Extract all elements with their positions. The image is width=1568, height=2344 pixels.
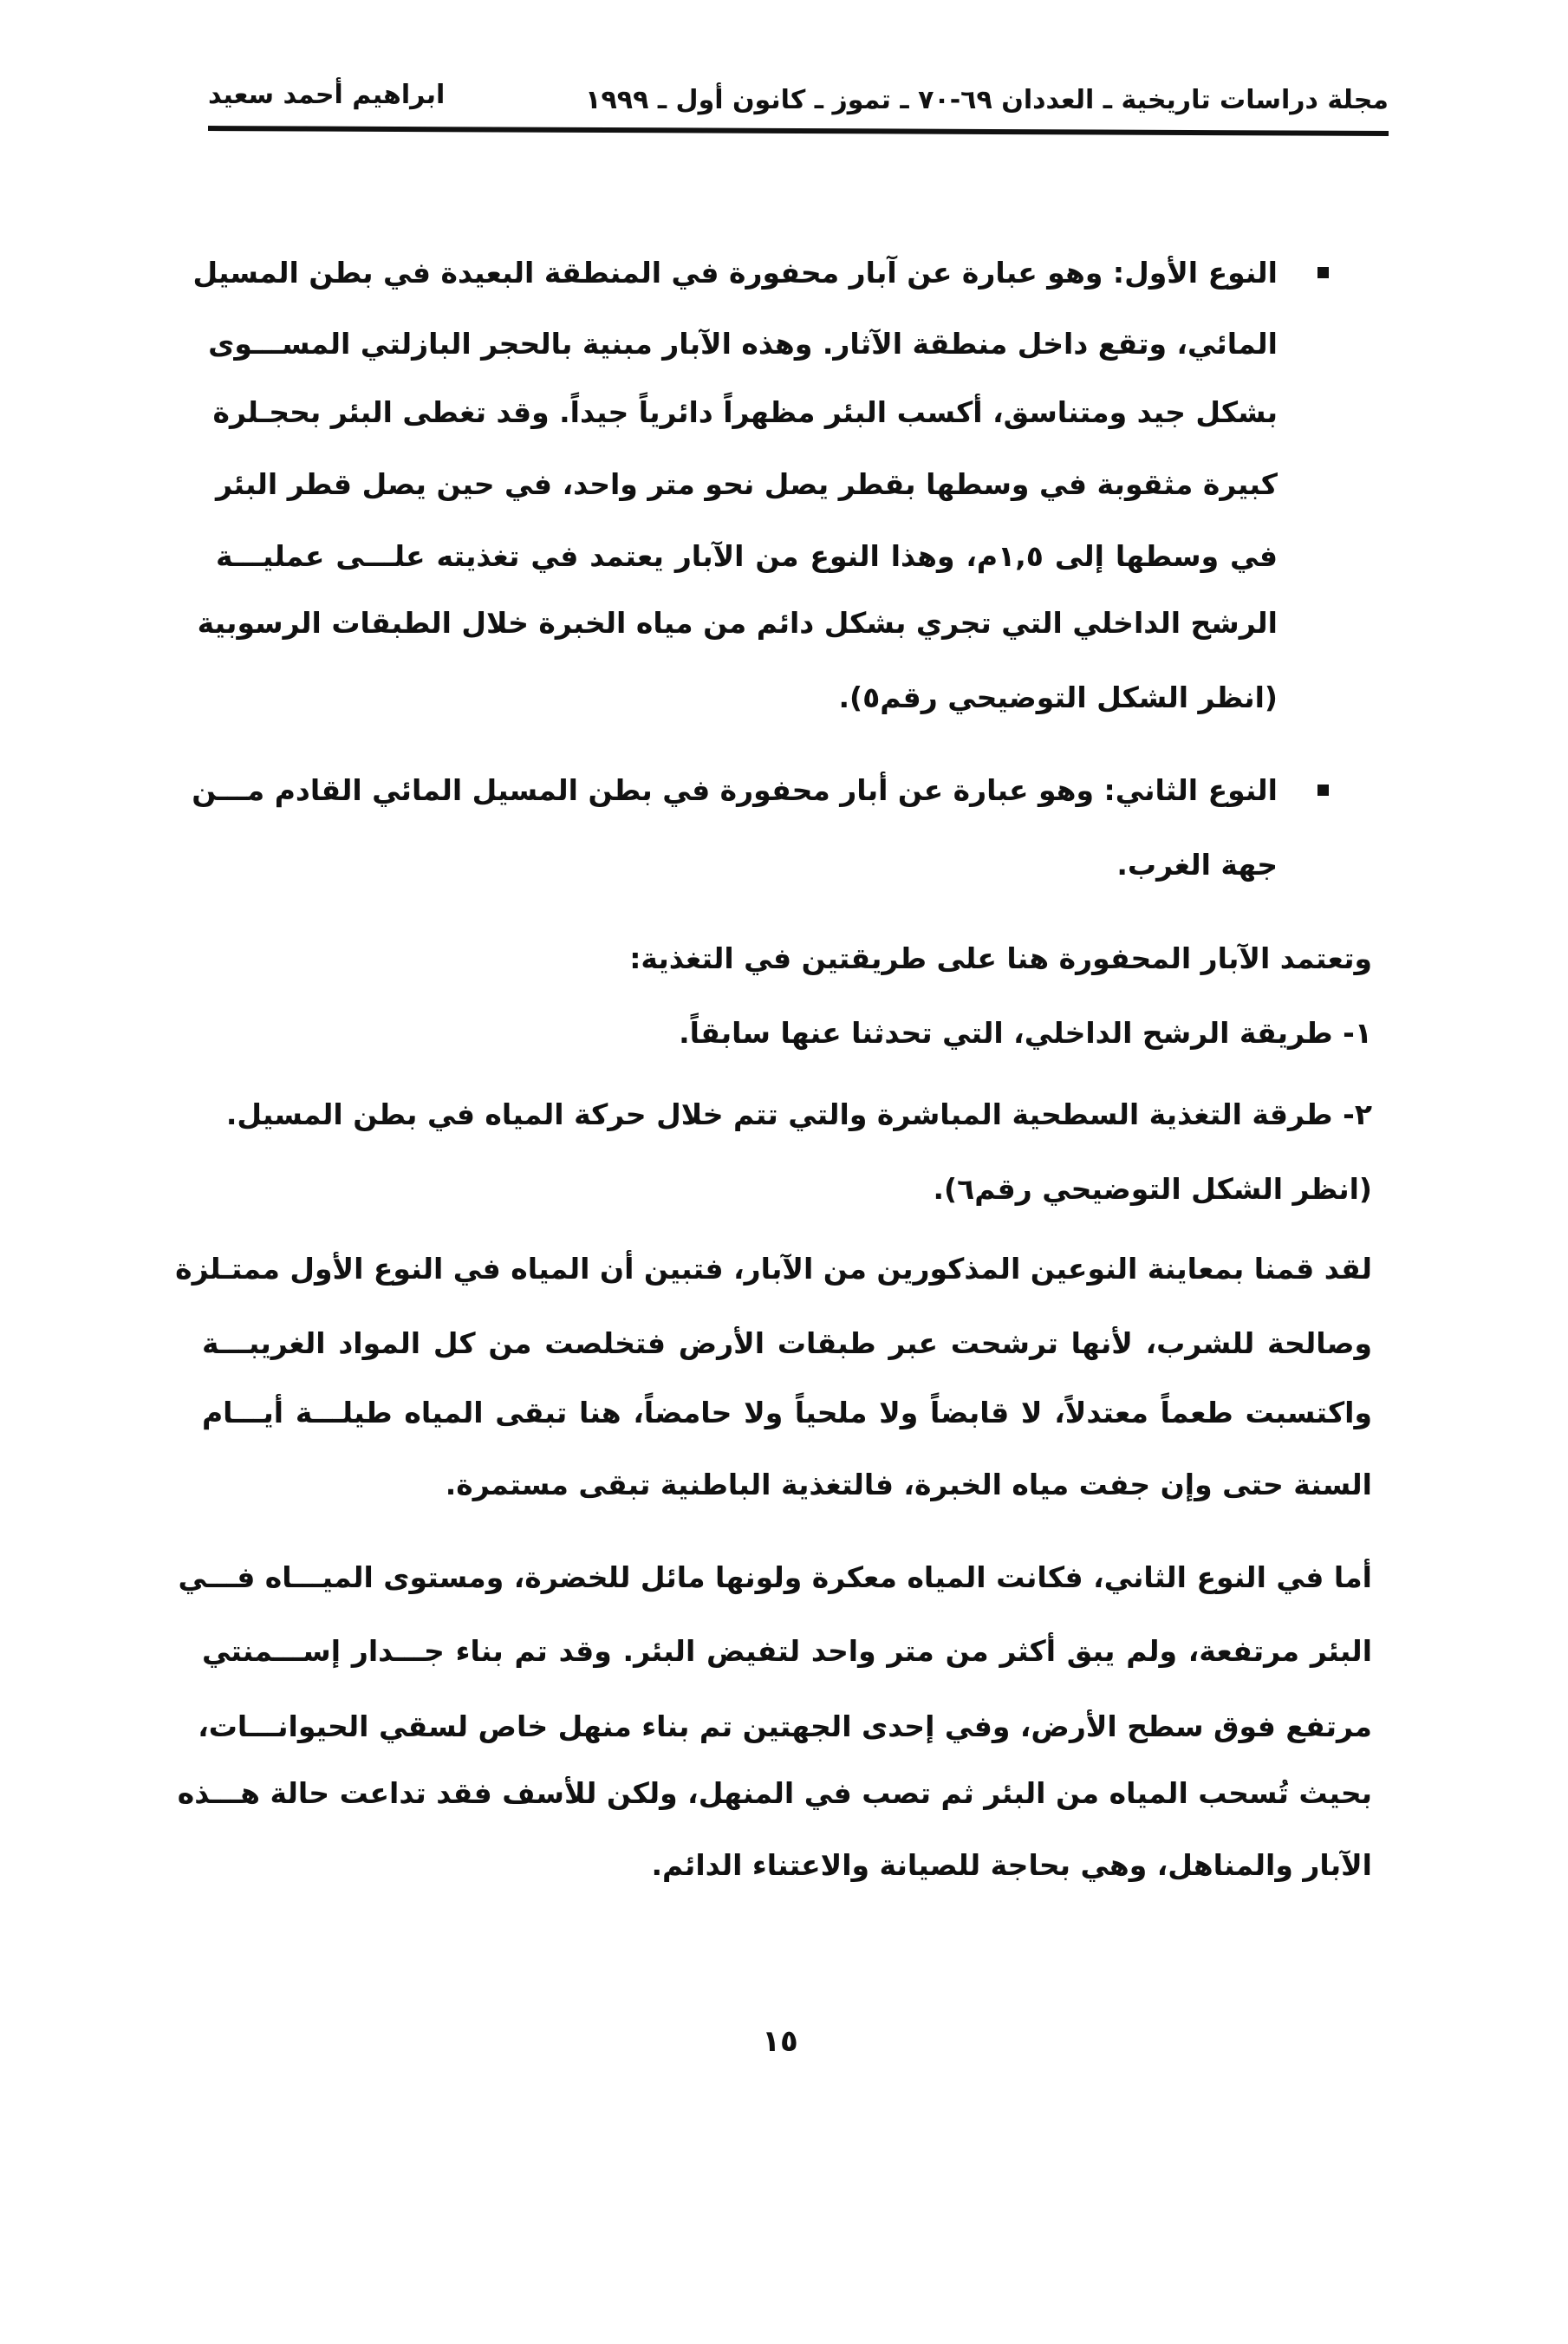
journal-title: مجلة دراسات تاريخية ـ العددان ٦٩-٧٠ ـ تموز ـ كانون أول ـ ١٩٩٩ [585, 85, 1389, 115]
feeding-item: ١- طريقة الرشح الداخلي، التي تحدثنا عنها سابقاً. [679, 1016, 1372, 1050]
bullet2-line: جهة الغرب. [1116, 848, 1278, 882]
bullet1-line: المائي، وتقع داخل منطقة الآثار. وهذه الآبار مبنية بالحجر البازلتي المســـوى [208, 327, 1278, 361]
bullet1-line: النوع الأول: وهو عبارة عن آبار محفورة في المنطقة البعيدة في بطن المسيل [192, 256, 1278, 290]
running-header [208, 80, 1389, 130]
paragraph4-line: بحيث تُسحب المياه من البئر ثم تصب في المنهل، ولكن للأسف فقد تداعت حالة هـــذه [177, 1776, 1372, 1810]
bullet1-line: الرشح الداخلي التي تجري بشكل دائم من مياه الخبرة خلال الطبقات الرسوبية [197, 606, 1278, 640]
author-name: ابراهيم أحمد سعيد [208, 80, 446, 110]
paragraph3-line: وصالحة للشرب، لأنها ترشحت عبر طبقات الأرض فتخلصت من كل المواد الغريبـــة [202, 1326, 1372, 1360]
feeding-item: ٢- طرقة التغذية السطحية المباشرة والتي تتم خلال حركة المياه في بطن المسيل. [225, 1097, 1372, 1131]
bullet1-line: بشكل جيد ومتناسق، أكسب البئر مظهراً دائرياً جيداً. وقد تغطى البئر بحجـلرة [212, 395, 1278, 429]
bullet1-line: (انظر الشكل التوضيحي رقم٥). [838, 680, 1278, 714]
bullet-icon [1318, 267, 1329, 278]
feeding-note: (انظر الشكل التوضيحي رقم٦). [933, 1172, 1372, 1206]
paragraph3-line: السنة حتى وإن جفت مياه الخبرة، فالتغذية الباطنية تبقى مستمرة. [445, 1468, 1372, 1501]
page-number: ١٥ [762, 2024, 798, 2059]
bullet2-line: النوع الثاني: وهو عبارة عن أبار محفورة في بطن المسيل المائي القادم مـــن [192, 773, 1278, 807]
paragraph4-line: أما في النوع الثاني، فكانت المياه معكرة ولونها مائل للخضرة، ومستوى الميـــاه فـــي [178, 1560, 1372, 1594]
paragraph4-line: البئر مرتفعة، ولم يبق أكثر من متر واحد لتفيض البئر. وقد تم بناء جـــدار إســـمنتي [202, 1634, 1372, 1668]
bullet1-line: كبيرة مثقوبة في وسطها بقطر يصل نحو متر واحد، في حين يصل قطر البئر [216, 467, 1278, 501]
paragraph3-line: واكتسبت طعماً معتدلاً، لا قابضاً ولا ملحياً ولا حامضاً، هنا تبقى المياه طيلـــة أيـــام [202, 1396, 1372, 1429]
bullet1-line: في وسطها إلى ١,٥م، وهذا النوع من الآبار يعتمد في تغذيته علـــى عمليـــة [216, 539, 1278, 573]
paragraph3-line: لقد قمنا بمعاينة النوعين المذكورين من الآبار، فتبين أن المياه في النوع الأول ممتـلزة [175, 1252, 1372, 1286]
feeding-intro: وتعتمد الآبار المحفورة هنا على طريقتين في التغذية: [629, 941, 1372, 975]
paragraph4-line: الآبار والمناهل، وهي بحاجة للصيانة والاعتناء الدائم. [651, 1848, 1372, 1882]
bullet-icon [1318, 785, 1329, 796]
paragraph4-line: مرتفع فوق سطح الأرض، وفي إحدى الجهتين تم بناء منهل خاص لسقي الحيوانـــات، [198, 1709, 1372, 1743]
